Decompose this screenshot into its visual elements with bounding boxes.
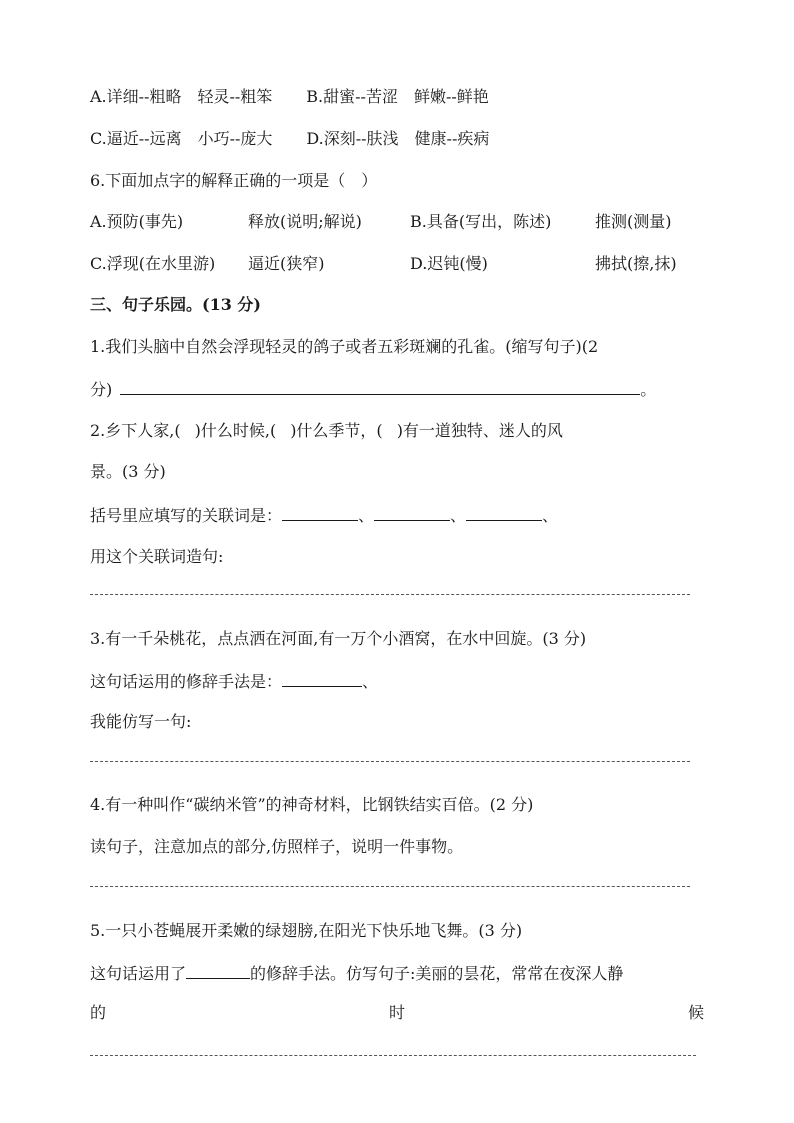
s1-answer-blank[interactable] xyxy=(120,378,640,395)
q5-option-a: A.详细--粗略 轻灵--粗笨 xyxy=(90,87,273,106)
q5-options-row1 xyxy=(90,86,704,108)
s2-text-1: 2.乡下人家,( xyxy=(90,421,181,440)
q6-stem: 6.下面加点字的解释正确的一项是（ ） xyxy=(90,171,378,190)
s5-answer-line[interactable] xyxy=(90,1055,696,1056)
s2-sep-1: 、 xyxy=(358,506,375,525)
s2-sep-2: 、 xyxy=(450,506,467,525)
s3-answer-line[interactable] xyxy=(90,761,690,762)
s1-line1: 1.我们头脑中自然会浮现轻灵的鸽子或者五彩斑斓的孔雀。(缩写句子)(2 xyxy=(90,337,599,356)
s2-sep-3: 、 xyxy=(542,506,559,525)
q6-option-a2: 释放(说明;解说) xyxy=(248,212,362,231)
s3-rhetoric-prefix: 这句话运用的修辞手法是： xyxy=(90,672,283,691)
s4-answer-line[interactable] xyxy=(90,886,690,887)
s5-word-1: 的 xyxy=(90,1003,107,1022)
q5-options-row2 xyxy=(90,128,704,150)
q6-option-c1: C.浮现(在水里游) xyxy=(90,254,216,273)
q6-option-a1: A.预防(事先) xyxy=(90,212,184,231)
s2-blank-2[interactable] xyxy=(374,504,450,521)
q5-option-b: B.甜蜜--苦涩 鲜嫩--鲜艳 xyxy=(306,87,489,106)
s2-text-4: )有一道独特、迷人的风 xyxy=(396,421,563,440)
section3-title: 三、句子乐园。(13 分) xyxy=(90,295,261,314)
s2-fill-prefix: 括号里应填写的关联词是： xyxy=(90,506,283,525)
s5-blank[interactable] xyxy=(186,962,250,979)
s5-word-2: 时 xyxy=(388,1003,405,1022)
s5-line2 xyxy=(90,962,704,985)
s1-line2 xyxy=(90,378,704,401)
s2-text-2: )什么时候,( xyxy=(194,421,277,440)
s2-make-sentence: 用这个关联词造句: xyxy=(90,547,224,566)
s2-text-3: )什么季节，( xyxy=(290,421,383,440)
q6-option-c2: 逼近(狭窄) xyxy=(248,254,325,273)
q6-option-b2: 推测(测量) xyxy=(595,212,672,231)
q5-option-c: C.逼近--远离 小巧--庞大 xyxy=(90,129,273,148)
s2-blank-3[interactable] xyxy=(466,504,542,521)
q6-option-d2: 拂拭(擦,抹) xyxy=(595,254,677,273)
s5-word-3: 候 xyxy=(687,1003,704,1022)
q6-option-d1: D.迟钝(慢) xyxy=(410,254,488,273)
s2-line2: 景。(3 分) xyxy=(90,462,166,481)
s5-suffix: 的修辞手法。仿写句子:美丽的昙花，常常在夜深人静 xyxy=(250,964,624,983)
q5-option-d: D.深刻--肤浅 健康--疾病 xyxy=(306,129,490,148)
s2-answer-line[interactable] xyxy=(90,594,690,595)
s4-line2: 读句子，注意加点的部分,仿照样子，说明一件事物。 xyxy=(90,837,464,856)
s5-prefix: 这句话运用了 xyxy=(90,964,187,983)
s5-line1: 5.一只小苍蝇展开柔嫩的绿翅膀,在阳光下快乐地飞舞。(3 分) xyxy=(90,921,523,940)
s3-line1: 3.有一千朵桃花，点点洒在河面,有一万个小酒窝，在水中回旋。(3 分) xyxy=(90,629,587,648)
s5-line3 xyxy=(90,1002,704,1024)
s3-sep: 、 xyxy=(362,672,379,691)
s1-period: 。 xyxy=(640,380,657,399)
s3-imitate: 我能仿写一句: xyxy=(90,712,192,731)
s1-score: 分) xyxy=(90,380,113,399)
s3-rhetoric-row xyxy=(90,670,704,693)
s2-blank-1[interactable] xyxy=(282,504,358,521)
s2-line1 xyxy=(90,420,704,442)
s2-fill-row xyxy=(90,504,704,527)
q6-option-b1: B.具备(写出，陈述) xyxy=(410,212,552,231)
s3-blank[interactable] xyxy=(282,670,362,687)
s4-line1: 4.有一种叫作“碳纳米管”的神奇材料，比钢铁结实百倍。(2 分) xyxy=(90,795,534,814)
